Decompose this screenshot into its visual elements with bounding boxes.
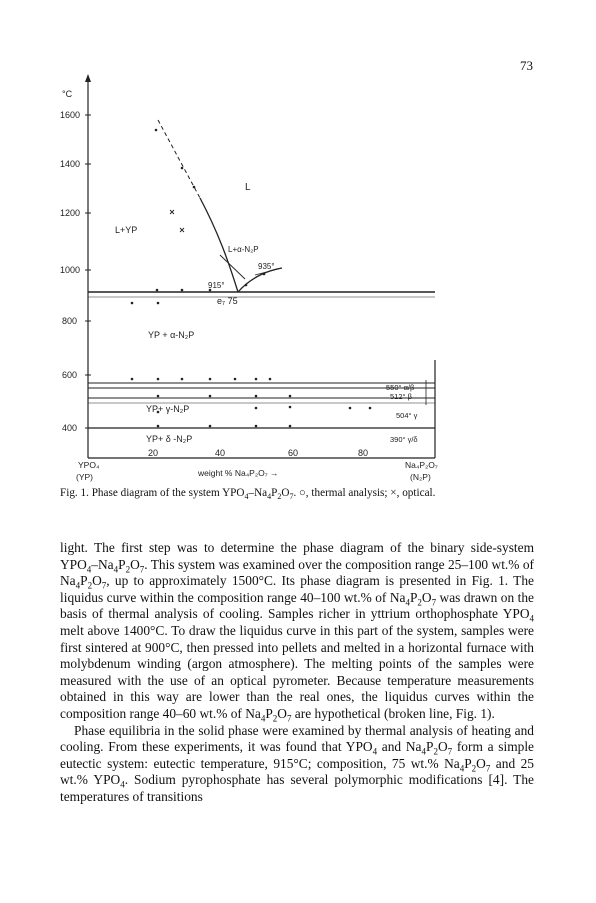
x-left-label: YPO₄ — [78, 460, 100, 470]
y-tick-800: 800 — [62, 316, 78, 326]
region-yp-delta: YP+ δ -N₂P — [146, 434, 193, 444]
x-axis-label: weight % Na₄P₂O₇ → — [198, 468, 279, 478]
figure-caption: Fig. 1. Phase diagram of the system $YPO_4-Na_4P_2O_7$. ○, thermal analysis; ×, optical. — [60, 487, 436, 502]
y-tick-600: 600 — [62, 370, 78, 380]
paragraph-1: light. The first step was to determine the phase diagram of the binary side-system $YPO_4-Na_4P_2O_7$. This system was examined over the composition range 25–100 wt.% of $Na_4P_2O_7$, up to approximately 1500°C. Its phase diagram is presented in Fig. 1. The liquidus curve within the composition range 40–100 wt.% of $Na_4P_2O_7$ was drawn on the basis of thermal analysis of cooling. Samples richer in yttrium orthophosphate $YPO_4$ melt above 1400°C. To draw the liquidus curve in this part of the system, samples were first sintered at 900°C, then pressed into pellets and melted in a horizontal furnace with molybdenum winding (argon atmosphere). The melting points of the samples were measured with the use of an optical pyrometer. Because temperature measurements obtained in this way are lower than the real ones, the liquidus curves within the composition range 40–60 wt.% of $Na_4P_2O_7$ are hypothetical (broken line, Fig. 1). — [60, 540, 534, 724]
body-text — [60, 540, 534, 806]
region-yp-alpha: YP + α-N₂P — [148, 330, 195, 340]
y-tick-1600: 1600 — [60, 110, 81, 120]
temp-eutectic: e₇ 75 — [217, 296, 238, 306]
y-tick-1000: 1000 — [60, 265, 81, 275]
liquidus-right — [238, 268, 282, 292]
temp-504: 504° γ — [396, 411, 418, 420]
y-axis-arrow — [85, 74, 91, 82]
region-liquid: L — [245, 182, 251, 193]
phase-diagram-svg — [60, 70, 520, 500]
temp-550: 550° α/β — [386, 383, 415, 392]
caption-text: Fig. 1. Phase diagram of the system YPO — [60, 487, 245, 499]
region-liquid-alpha: L+α-N₂P — [228, 245, 259, 254]
thermal-points — [131, 129, 372, 428]
page-number: 73 — [520, 58, 533, 73]
region-liquid-yp: L+YP — [115, 225, 138, 235]
region-yp-gamma: YP+ γ-N₂P — [146, 404, 190, 414]
x-right-label: Na₄P₂O₇ — [405, 460, 438, 470]
paragraph-2: Phase equilibria in the solid phase were examined by thermal analysis of heating and cooling. From these experiments, it was found that $YPO_4$ and $Na_4P_2O_7$ form a simple eutectic system: eutectic temperature, 915°C; composition, 75 wt.% $Na_4P_2O_7$ and 25 wt.% $YPO_4$. Sodium pyrophosphate has several polymorphic modifications [4]. The temperatures of transitions — [60, 722, 535, 804]
x-left-sub: (YP) — [76, 472, 93, 482]
temp-512: 512° β — [390, 392, 412, 401]
temp-390: 390° γ/δ — [390, 435, 418, 444]
x-tick-60: 60 — [288, 448, 299, 458]
y-tick-1400: 1400 — [60, 159, 81, 169]
x-tick-40: 40 — [215, 448, 226, 458]
optical-points — [170, 210, 184, 232]
x-tick-80: 80 — [358, 448, 369, 458]
x-right-sub: (N₂P) — [410, 472, 431, 482]
temp-935: 935° — [258, 262, 275, 271]
y-tick-400: 400 — [62, 423, 78, 433]
unit-label: °C — [62, 89, 73, 99]
temp-915: 915° — [208, 281, 225, 290]
y-tick-1200: 1200 — [60, 208, 81, 218]
x-tick-20: 20 — [148, 448, 159, 458]
phase-diagram-figure — [60, 70, 520, 500]
